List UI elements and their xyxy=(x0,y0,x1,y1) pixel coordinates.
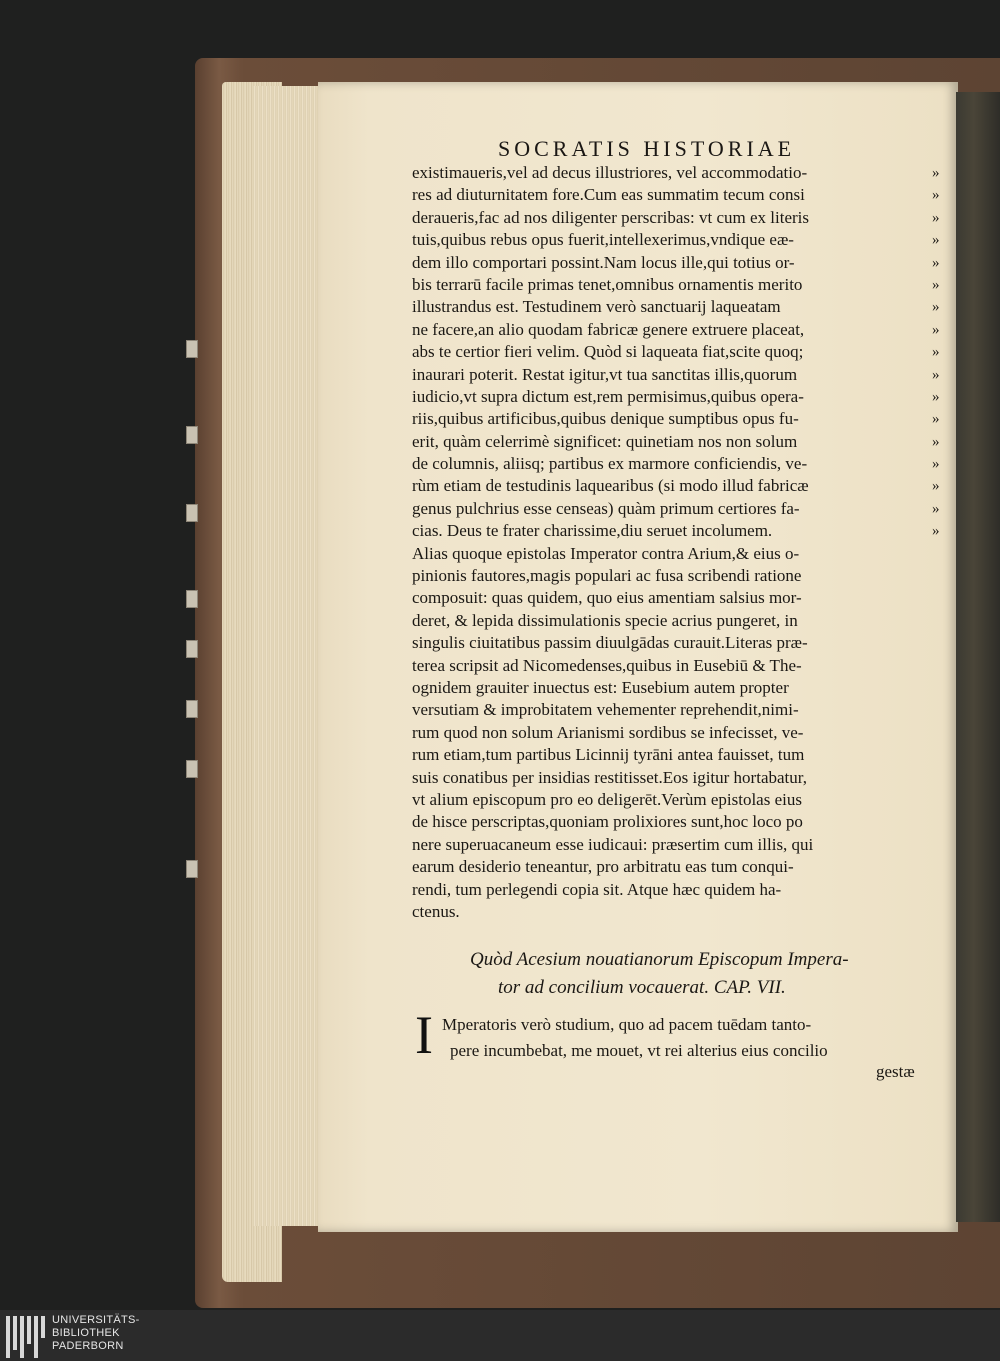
marginal-quote-mark: » xyxy=(932,456,940,473)
marginal-quote-mark: » xyxy=(932,433,940,450)
text-line-content: rùm etiam de testudinis laquearibus (si modo illud fabricæ xyxy=(412,476,809,496)
text-line-content: res ad diuturnitatem fore.Cum eas summatim tecum consi xyxy=(412,185,805,205)
catchword: gestæ xyxy=(876,1062,915,1081)
chapter-text-line: Mperatoris verò studium, quo ad pacem tuēdam tanto- xyxy=(442,1015,812,1034)
running-head: SOCRATIS HISTORIAE xyxy=(498,136,796,161)
chapter-heading-line-2: tor ad concilium vocauerat. CAP. VII. xyxy=(498,977,786,998)
text-line xyxy=(412,699,932,721)
text-line-content: pinionis fautores,magis populari ac fusa scribendi ratione xyxy=(412,566,802,586)
text-line-content: ognidem grauiter inuectus est: Eusebium autem propter xyxy=(412,677,789,697)
text-line xyxy=(412,341,940,363)
text-line xyxy=(412,543,932,565)
footer-bar xyxy=(0,1310,1000,1361)
marginal-quote-mark: » xyxy=(932,523,940,540)
drop-capital: I xyxy=(415,1005,433,1065)
text-line-content: Alias quoque epistolas Imperator contra Arium,& eius o- xyxy=(412,543,800,563)
text-line-content: versutiam & improbitatem vehementer reprehendit,nimi- xyxy=(412,700,799,720)
text-line xyxy=(412,879,932,901)
marginal-quote-mark: » xyxy=(932,478,940,495)
text-line xyxy=(412,364,940,386)
marginal-quote-mark: » xyxy=(932,299,940,316)
marginal-quote-mark: » xyxy=(932,254,940,271)
marginal-quote-mark: » xyxy=(932,187,940,204)
marginal-quote-mark: » xyxy=(932,209,940,226)
text-line xyxy=(412,610,932,632)
text-line xyxy=(412,789,932,811)
text-line xyxy=(412,229,940,251)
facing-page-edge xyxy=(956,92,1000,1222)
text-line-content: ctenus. xyxy=(412,901,460,921)
logo-line-1: UNIVERSITÄTS- xyxy=(52,1314,140,1326)
logo-line-2: BIBLIOTHEK xyxy=(52,1327,120,1339)
text-line-content: genus pulchrius esse censeas) quàm primum certiores fa- xyxy=(412,498,800,518)
text-line xyxy=(412,296,940,318)
text-line-content: cias. Deus te frater charissime,diu seruet incolumem. xyxy=(412,521,773,541)
text-line xyxy=(412,252,940,274)
chapter-heading-line-1: Quòd Acesium nouatianorum Episcopum Impera- xyxy=(470,949,849,970)
text-line-content: de columnis, aliisq; partibus ex marmore conficiendis, ve- xyxy=(412,454,808,474)
text-line xyxy=(412,587,932,609)
text-line xyxy=(412,811,932,833)
text-line-content: ne facere,an alio quodam fabricæ genere extruere placeat, xyxy=(412,319,805,339)
marginal-quote-mark: » xyxy=(932,344,940,361)
text-line-content: deret, & lepida dissimulationis specie acrius pungeret, in xyxy=(412,610,798,630)
text-line xyxy=(412,386,940,408)
text-line xyxy=(412,453,940,475)
text-line-content: tuis,quibus rebus opus fuerit,intellexerimus,vndique eæ- xyxy=(412,230,794,250)
chapter-body xyxy=(442,1012,942,1064)
text-line-content: earum desiderio teneantur, pro arbitratu eas tum conqui- xyxy=(412,857,794,877)
text-line xyxy=(412,767,932,789)
library-logo-text xyxy=(52,1314,140,1353)
marginal-quote-mark: » xyxy=(932,232,940,249)
page-edges xyxy=(252,86,324,1226)
text-line-content: suis conatibus per insidias restitisset.Eos igitur hortabatur, xyxy=(412,767,807,787)
marginal-quote-mark: » xyxy=(932,276,940,293)
text-line xyxy=(412,655,932,677)
text-line xyxy=(412,207,940,229)
body-text xyxy=(412,162,940,923)
text-line-content: rum etiam,tum partibus Licinnij tyrāni antea fauisset, tum xyxy=(412,745,805,765)
text-line-content: iudicio,vt supra dictum est,rem permisimus,quibus opera- xyxy=(412,386,804,406)
library-logo-icon xyxy=(6,1316,48,1358)
text-line xyxy=(412,184,940,206)
text-line xyxy=(412,319,940,341)
text-line-content: illustrandus est. Testudinem verò sanctuarij laqueatam xyxy=(412,297,781,317)
text-line-content: singulis ciuitatibus passim diuulgādas curauit.Literas præ- xyxy=(412,633,808,653)
text-line xyxy=(412,834,932,856)
text-line-content: bis terrarū facile primas tenet,omnibus ornamentis merito xyxy=(412,274,803,294)
text-line xyxy=(412,744,932,766)
text-line xyxy=(412,408,940,430)
text-line-content: erit, quàm celerrimè significet: quinetiam nos non solum xyxy=(412,431,798,451)
marginal-quote-mark: » xyxy=(932,321,940,338)
marginal-quote-mark: » xyxy=(932,411,940,428)
text-line xyxy=(412,901,932,923)
logo-line-3: PADERBORN xyxy=(52,1340,124,1352)
text-line xyxy=(412,274,940,296)
marginal-quote-mark: » xyxy=(932,366,940,383)
text-line xyxy=(412,475,940,497)
text-line xyxy=(412,677,932,699)
text-line-content: abs te certior fieri velim. Quòd si laqueata fiat,scite quoq; xyxy=(412,342,804,362)
text-line-content: composuit: quas quidem, quo eius amentiam salsius mor- xyxy=(412,588,802,608)
text-line xyxy=(412,162,940,184)
text-line xyxy=(412,520,940,542)
marginal-quote-mark: » xyxy=(932,500,940,517)
text-line-content: riis,quibus artificibus,quibus denique sumptibus opus fu- xyxy=(412,409,799,429)
text-line-content: terea scripsit ad Nicomedenses,quibus in Eusebiū & The- xyxy=(412,655,802,675)
text-line xyxy=(412,722,932,744)
text-line xyxy=(412,632,932,654)
chapter-text-line: pere incumbebat, me mouet, vt rei alterius eius concilio xyxy=(450,1041,828,1060)
text-line-content: nere superuacaneum esse iudicaui: præsertim cum illis, qui xyxy=(412,834,814,854)
text-line-content: rendi, tum perlegendi copia sit. Atque hæc quidem ha- xyxy=(412,879,782,899)
text-line xyxy=(412,431,940,453)
text-line-content: de hisce perscriptas,quoniam prolixiores sunt,hoc loco po xyxy=(412,812,803,832)
text-line xyxy=(412,856,932,878)
marginal-quote-mark: » xyxy=(932,165,940,181)
text-line-content: deraueris,fac ad nos diligenter perscribas: vt cum ex literis xyxy=(412,207,809,227)
text-line-content: dem illo comportari possint.Nam locus ille,qui totius or- xyxy=(412,252,795,272)
text-line-content: existimaueris,vel ad decus illustriores, vel accommodatio- xyxy=(412,163,808,182)
text-line xyxy=(412,565,932,587)
text-line xyxy=(412,498,940,520)
text-line-content: rum quod non solum Arianismi sordibus se infecisset, ve- xyxy=(412,722,804,742)
binding-tabs xyxy=(186,340,200,880)
text-line-content: vt alium episcopum pro eo deligerēt.Verùm epistolas eius xyxy=(412,789,802,809)
chapter-heading xyxy=(470,946,930,1002)
marginal-quote-mark: » xyxy=(932,388,940,405)
text-line-content: inaurari poterit. Restat igitur,vt tua sanctitas illis,quorum xyxy=(412,364,798,384)
